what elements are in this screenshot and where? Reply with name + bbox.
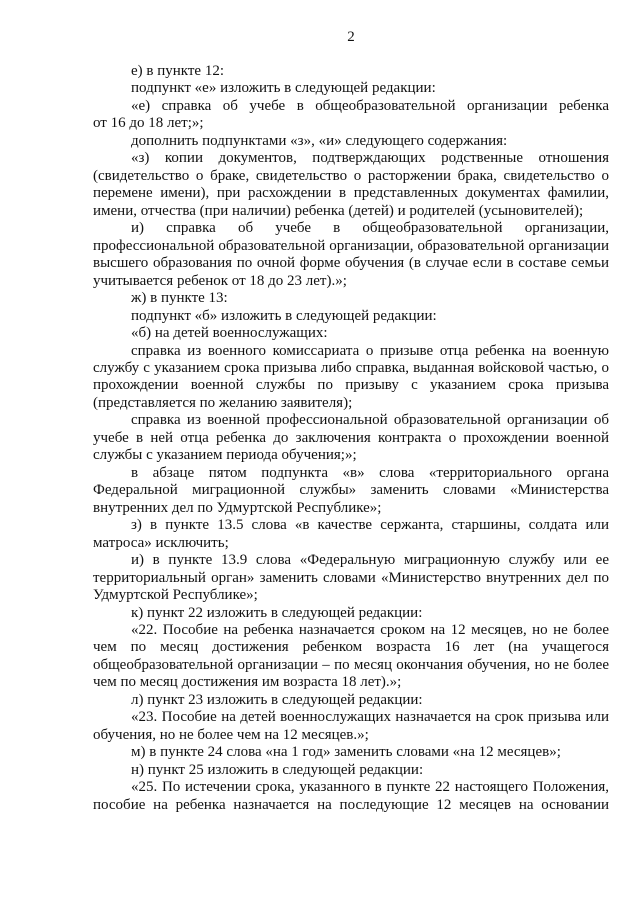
text-line: имени, отчества (при наличии) ребенка (детей) и родителей (усыновителей);: [93, 202, 584, 219]
paragraph: [93, 692, 609, 709]
paragraph: [93, 80, 609, 97]
text-line: пособие на ребенка назначается на последующие 12 месяцев на основании: [93, 796, 609, 813]
paragraph: [93, 622, 609, 692]
text-line: чем по месяц достижения им возраста 18 лет).»;: [93, 674, 402, 691]
text-line: службы с указанием периода обучения;»;: [93, 447, 357, 464]
paragraph: [93, 412, 609, 464]
paragraph: [93, 308, 609, 325]
paragraph: [93, 343, 609, 413]
paragraph: [93, 98, 609, 133]
paragraph: [93, 762, 609, 779]
paragraph: [93, 63, 609, 80]
document-body: [93, 63, 609, 814]
paragraph: [93, 290, 609, 307]
text-line: «з) копии документов, подтверждающих родственные отношения: [131, 150, 609, 167]
paragraph: [93, 133, 609, 150]
text-line: Удмуртской Республике»;: [93, 587, 258, 604]
text-line: в абзаце пятом подпункта «в» слова «территориального органа: [131, 464, 609, 481]
text-line: службу с указанием срока призыва либо справка, выданная войсковой частью, о: [93, 359, 609, 376]
text-line: от 16 до 18 лет;»;: [93, 115, 204, 132]
text-line: профессиональной образовательной организации, образовательной организации: [93, 237, 609, 254]
text-line: м) в пункте 24 слова «на 1 год» заменить словами «на 12 месяцев»;: [131, 744, 561, 761]
text-line: подпункт «б» изложить в следующей редакции:: [131, 307, 437, 324]
page-number: 2: [347, 29, 355, 45]
text-line: дополнить подпунктами «з», «и» следующего содержания:: [131, 132, 508, 149]
paragraph: [93, 709, 609, 744]
paragraph: [93, 220, 609, 290]
text-line: е) в пункте 12:: [131, 63, 225, 79]
text-line: внутренних дел по Удмуртской Республике»;: [93, 499, 382, 516]
paragraph: [93, 325, 609, 342]
text-line: «23. Пособие на детей военнослужащих назначается на срок призыва или: [131, 709, 609, 726]
text-line: «е) справка об учебе в общеобразовательной организации ребенка: [131, 97, 609, 114]
paragraph: [93, 744, 609, 761]
text-line: справка из военного комиссариата о призыве отца ребенка на военную: [131, 342, 609, 359]
text-line: территориальный орган» заменить словами «Министерство внутренних дел по: [93, 569, 609, 586]
text-line: л) пункт 23 изложить в следующей редакции:: [131, 691, 423, 708]
text-line: з) в пункте 13.5 слова «в качестве сержанта, старшины, солдата или: [131, 517, 609, 534]
text-line: и) в пункте 13.9 слова «Федеральную миграционную службу или ее: [131, 552, 609, 569]
paragraph: [93, 465, 609, 517]
text-line: «22. Пособие на ребенка назначается сроком на 12 месяцев, но не более: [131, 622, 609, 638]
paragraph: [93, 552, 609, 604]
text-line: «25. По истечении срока, указанного в пункте 22 настоящего Положения,: [131, 779, 609, 796]
paragraph: [93, 517, 609, 552]
text-line: «б) на детей военнослужащих:: [131, 325, 328, 342]
text-line: прохождении военной службы по призыву с указанием срока призыва: [93, 377, 609, 394]
text-line: учитывается ребенок от 18 до 23 лет).»;: [93, 272, 347, 289]
text-line: к) пункт 22 изложить в следующей редакции:: [131, 604, 423, 621]
paragraph: [93, 779, 609, 814]
text-line: подпункт «е» изложить в следующей редакции:: [131, 80, 436, 97]
paragraph: [93, 150, 609, 220]
text-line: чем по месяц достижения ребенком возраста 16 лет (на учащегося: [93, 639, 609, 656]
text-line: высшего образования по очной форме обучения (в случае если в составе семьи: [93, 255, 609, 272]
text-line: и) справка об учебе в общеобразовательной организации,: [131, 220, 609, 237]
text-line: справка из военной профессиональной образовательной организации об: [131, 412, 609, 429]
text-line: ж) в пункте 13:: [131, 290, 228, 307]
text-line: обучения, но не более чем на 12 месяцев.»;: [93, 726, 369, 743]
text-line: (представляется по желанию заявителя);: [93, 394, 353, 411]
paragraph: [93, 605, 609, 622]
text-line: общеобразовательной организации – по месяц окончания обучения, но не более: [93, 656, 609, 673]
text-line: учебе в ней отца ребенка до заключения контракта о прохождении военной: [93, 429, 609, 446]
text-line: н) пункт 25 изложить в следующей редакции:: [131, 761, 424, 778]
text-line: перемене имени), при расхождении в представленных документах фамилии,: [93, 185, 609, 202]
text-line: Федеральной миграционной службы» заменить словами «Министерства: [93, 482, 609, 499]
text-line: матроса» исключить;: [93, 534, 229, 551]
text-line: (свидетельство о браке, свидетельство о расторжении брака, свидетельство о: [93, 167, 609, 184]
